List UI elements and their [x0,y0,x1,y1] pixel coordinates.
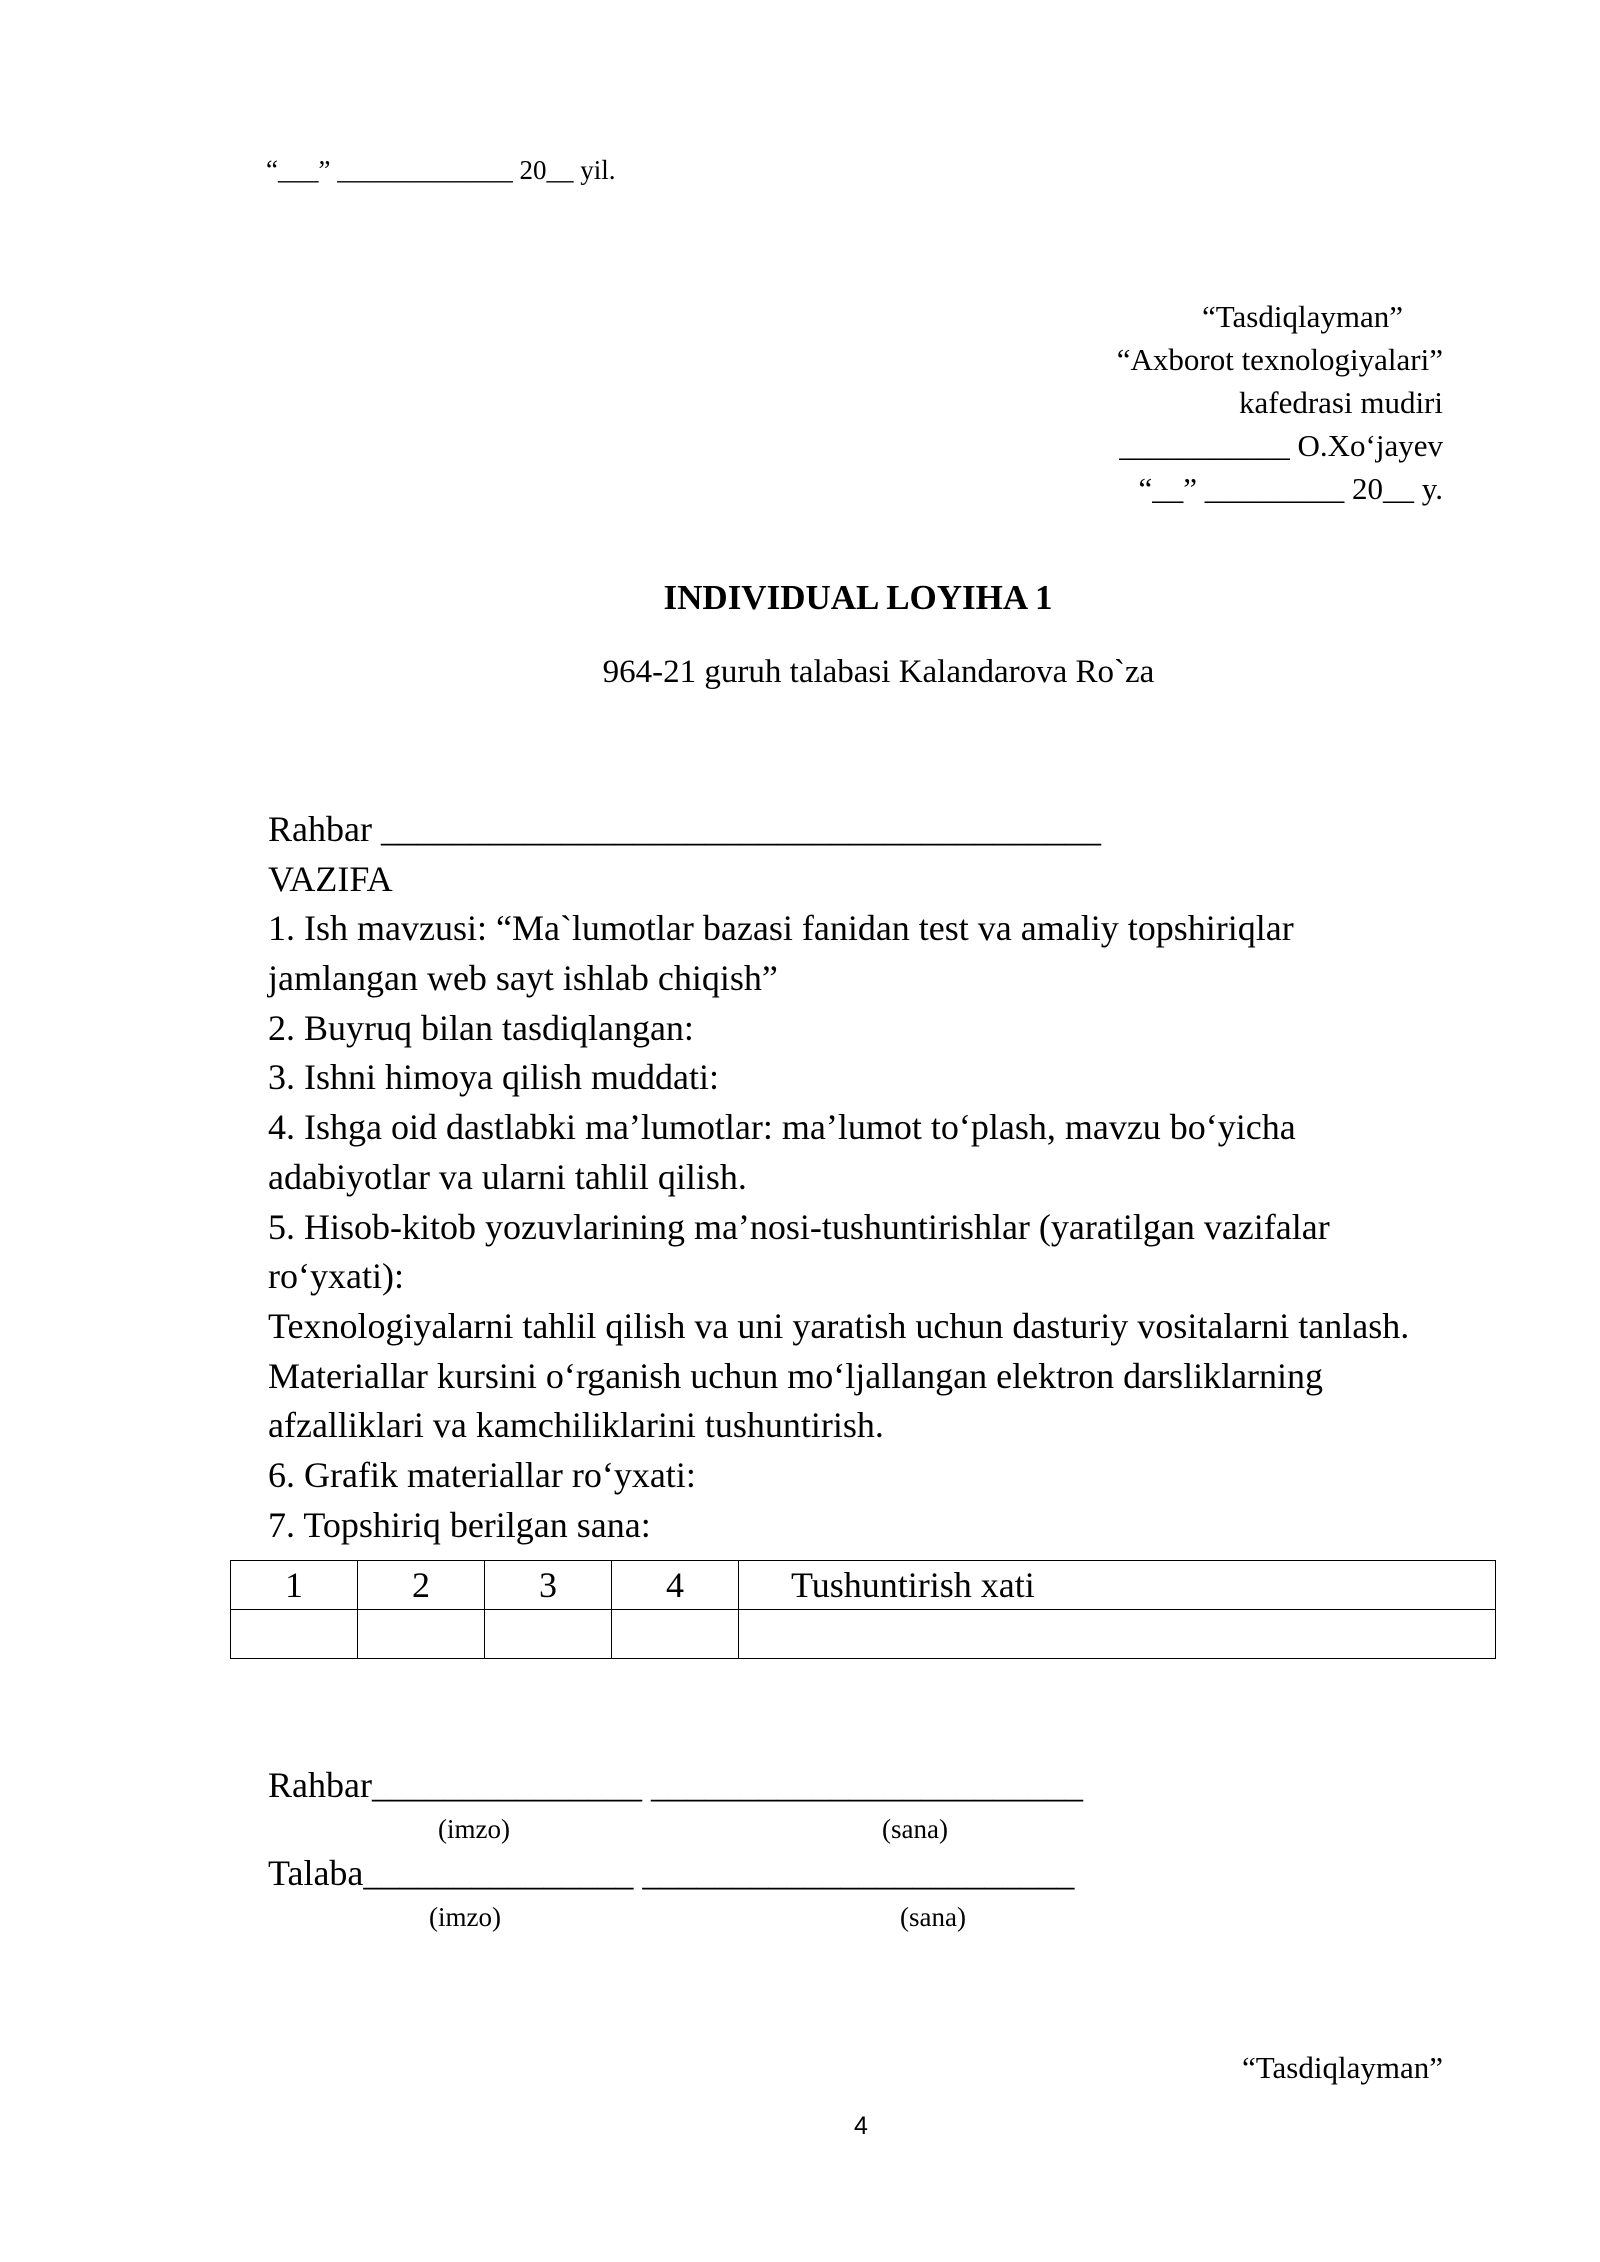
body-line: 5. Hisob-kitob yozuvlarining ma’nosi-tushuntirishlar (yaratilgan vazifalar [268,1206,1330,1247]
table-cell [485,1610,612,1659]
approval-date: “__” _________ 20__ y. [1138,471,1443,506]
body-line: ro‘yxati): [268,1256,404,1297]
body-line: 6. Grafik materiallar ro‘yxati: [268,1454,696,1495]
document-subtitle: 964-21 guruh talabasi Kalandarova Ro`za [602,654,1155,690]
page-number: 4 [854,2112,868,2140]
body-line: 7. Topshiriq berilgan sana: [268,1504,651,1545]
body-line: 2. Buyruq bilan tasdiqlangan: [268,1007,694,1048]
approval-block [1117,295,1443,510]
table-header-cell: Tushuntirish xati [739,1561,1496,1610]
approval-title: “Tasdiqlayman” [1202,299,1403,334]
table-header-cell: 3 [485,1561,612,1610]
student-signature-line: Talaba_______________ ________________________ [268,1853,1075,1893]
body-line: 1. Ish mavzusi: “Ma`lumotlar bazasi fanidan test va amaliy topshiriqlar [268,908,1294,949]
supervisor-line: Rahbar ________________________________________ [268,809,1101,849]
student-date-hint: (sana) [900,1902,966,1932]
body-line: jamlangan web sayt ishlab chiqish” [268,958,778,999]
body-line: Materiallar kursini o‘rganish uchun mo‘ljallangan elektron darsliklarning [268,1355,1324,1396]
body-line: 3. Ishni himoya qilish muddati: [268,1057,719,1098]
supervisor-sign-hint: (imzo) [438,1814,510,1844]
supervisor-date-hint: (sana) [882,1814,948,1844]
supervisor-signature-line: Rahbar_______________ ________________________ [268,1765,1083,1805]
body-line: Texnologiyalarni tahlil qilish va uni yaratish uchun dasturiy vositalarni tanlash. [268,1305,1410,1346]
footer-approval: “Tasdiqlayman” [1242,2050,1443,2085]
table-cell [739,1610,1496,1659]
approval-department: “Axborot texnologiyalari” [1116,342,1443,377]
table-header-row [231,1561,1496,1610]
table-header-cell: 2 [358,1561,485,1610]
table-row [231,1610,1496,1659]
schedule-table [230,1560,1496,1659]
table-header-cell: 4 [612,1561,739,1610]
approval-signatory: ___________ O.Xo‘jayev [1119,428,1443,463]
table-header-cell: 1 [231,1561,358,1610]
assignment-body [268,805,1409,1550]
approval-position: kafedrasi mudiri [1238,385,1443,420]
assignment-heading: VAZIFA [268,858,393,899]
table-cell [612,1610,739,1659]
body-line: afzalliklari va kamchiliklarini tushuntirish. [268,1405,884,1446]
document-title: INDIVIDUAL LOYIHA 1 [663,578,1053,617]
table-cell [358,1610,485,1659]
body-line: adabiyotlar va ularni tahlil qilish. [268,1156,747,1197]
body-line: 4. Ishga oid dastlabki ma’lumotlar: ma’lumot to‘plash, mavzu bo‘yicha [268,1107,1296,1148]
header-date-line: “___” _____________ 20__ yil. [266,155,616,185]
table-cell [231,1610,358,1659]
student-sign-hint: (imzo) [429,1902,501,1932]
